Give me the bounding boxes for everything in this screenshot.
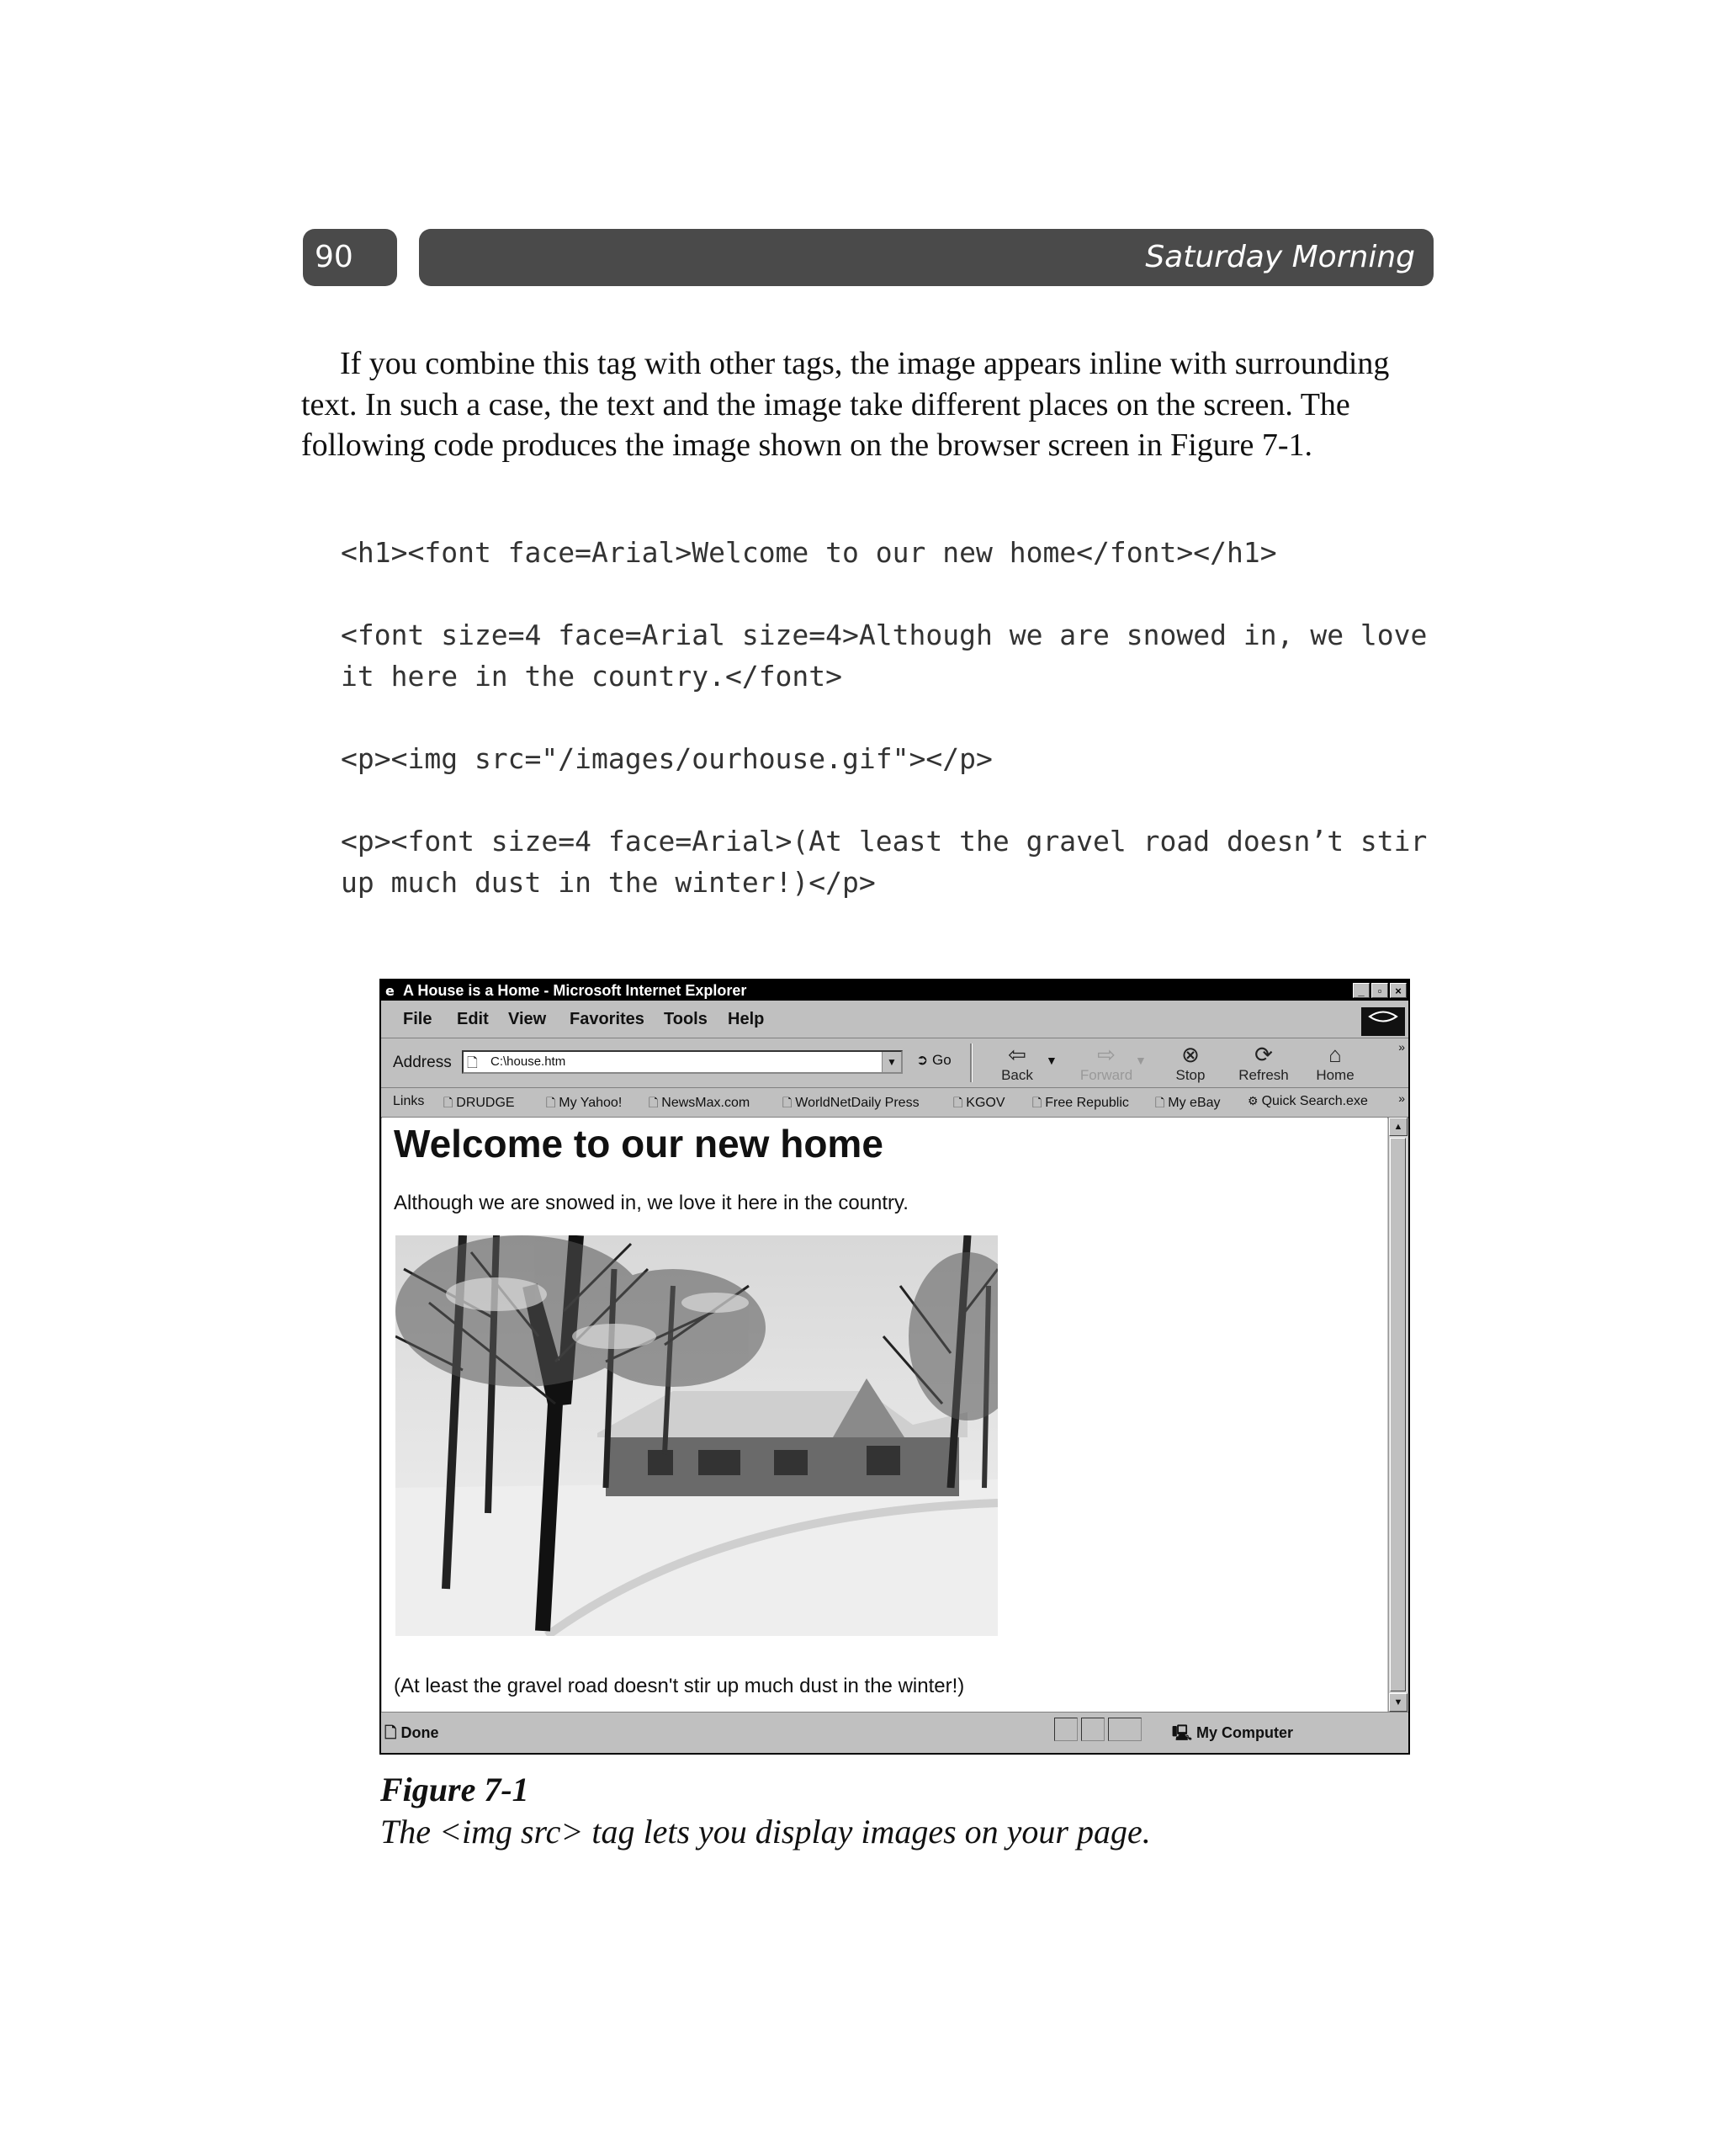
link-newsmax[interactable]: 🗋 NewsMax.com — [649, 1096, 750, 1110]
code-line-h1: <h1><font face=Arial>Welcome to our new home</font></h1> — [341, 536, 1277, 569]
refresh-button[interactable] — [1237, 1042, 1291, 1084]
go-arrow-icon: ➲ — [916, 1052, 929, 1068]
svg-text:e: e — [385, 983, 395, 998]
code-line-font-2: it here in the country.</font> — [341, 660, 843, 693]
go-label: Go — [931, 1052, 952, 1068]
link-page-icon: 🗋 — [443, 1096, 453, 1109]
scroll-thumb[interactable] — [1390, 1138, 1406, 1691]
figure-caption: The <img src> tag lets you display images on your page. — [380, 1813, 1151, 1851]
code-line-font-1: <font size=4 face=Arial size=4>Although we are snowed in, we love — [341, 619, 1428, 651]
code-line-p-1: <p><font size=4 face=Arial>(At least the gravel road doesn’t stir — [341, 825, 1428, 858]
link-page-icon: 🗋 — [782, 1096, 793, 1109]
window-title: A House is a Home - Microsoft Internet Explorer — [403, 982, 747, 999]
ie-icon — [384, 983, 399, 998]
menu-favorites[interactable]: Favorites — [570, 1010, 644, 1028]
browser-window — [379, 979, 1410, 1755]
toolbar-separator — [970, 1043, 973, 1082]
address-toolbar — [381, 1038, 1408, 1088]
menu-tools[interactable]: Tools — [664, 1010, 708, 1028]
link-kgov[interactable]: 🗋 KGOV — [953, 1096, 1005, 1110]
title-bar — [381, 980, 1408, 1001]
address-value: C:\house.htm — [490, 1054, 566, 1069]
computer-icon: 🖳 — [1172, 1724, 1193, 1741]
stop-button[interactable] — [1164, 1042, 1217, 1084]
forward-dropdown-icon[interactable]: ▼ — [1135, 1054, 1147, 1067]
stop-label: Stop — [1175, 1067, 1206, 1083]
page-number: 90 — [303, 229, 397, 286]
minimize-button[interactable]: _ — [1353, 983, 1370, 998]
link-page-icon: 🗋 — [1155, 1096, 1165, 1109]
home-label: Home — [1316, 1067, 1355, 1083]
link-free-republic[interactable]: 🗋 Free Republic — [1032, 1096, 1129, 1110]
link-page-icon: 🗋 — [546, 1096, 556, 1109]
refresh-label: Refresh — [1238, 1067, 1289, 1083]
windows-logo-icon — [1361, 1007, 1405, 1036]
address-dropdown-button[interactable]: ▼ — [882, 1052, 901, 1072]
link-page-icon: 🗋 — [649, 1096, 659, 1109]
status-done: 🗋 Done — [384, 1724, 439, 1741]
body-paragraph — [301, 343, 1434, 466]
page-done-icon: 🗋 — [384, 1724, 397, 1741]
running-head: Saturday Morning — [419, 229, 1434, 286]
stop-icon: ⊗ — [1181, 1042, 1200, 1067]
page-content — [382, 1118, 1387, 1712]
page-heading: Welcome to our new home — [394, 1122, 883, 1166]
status-cell — [1054, 1718, 1078, 1741]
figure-number: Figure 7-1 — [380, 1771, 529, 1808]
back-button[interactable] — [990, 1042, 1044, 1084]
link-drudge[interactable]: 🗋 DRUDGE — [443, 1096, 515, 1110]
forward-arrow-icon: ⇨ — [1097, 1042, 1116, 1067]
forward-button[interactable] — [1079, 1042, 1133, 1084]
vertical-scrollbar[interactable] — [1388, 1118, 1408, 1712]
page-intro-text: Although we are snowed in, we love it here in the country. — [394, 1192, 909, 1214]
toolbar-overflow-icon[interactable]: » — [1398, 1040, 1405, 1054]
home-button[interactable] — [1308, 1042, 1362, 1084]
link-worldnetdaily[interactable]: 🗋 WorldNetDaily Press — [782, 1096, 920, 1110]
scroll-down-icon[interactable]: ▼ — [1389, 1693, 1408, 1712]
page-footer-text: (At least the gravel road doesn't stir up much dust in the winter!) — [394, 1675, 965, 1697]
house-photo — [395, 1235, 998, 1636]
address-input[interactable] — [462, 1050, 903, 1074]
menu-bar — [381, 1001, 1408, 1038]
menu-edit[interactable]: Edit — [457, 1010, 489, 1028]
link-quick-search[interactable]: ⚙ Quick Search.exe — [1248, 1094, 1368, 1108]
link-page-icon: 🗋 — [1032, 1096, 1042, 1109]
links-bar — [381, 1088, 1408, 1118]
link-my-yahoo[interactable]: 🗋 My Yahoo! — [546, 1096, 623, 1110]
links-label: Links — [393, 1094, 425, 1108]
link-my-ebay[interactable]: 🗋 My eBay — [1155, 1096, 1221, 1110]
status-cell — [1108, 1718, 1142, 1741]
address-label: Address — [393, 1054, 452, 1071]
back-arrow-icon: ⇦ — [1008, 1042, 1026, 1067]
back-dropdown-icon[interactable]: ▼ — [1046, 1054, 1058, 1067]
status-zone: 🖳 My Computer — [1172, 1724, 1294, 1741]
go-button[interactable] — [916, 1052, 952, 1069]
link-gear-icon: ⚙ — [1248, 1094, 1259, 1107]
menu-file[interactable]: File — [403, 1010, 432, 1028]
status-cell — [1081, 1718, 1105, 1741]
code-line-img: <p><img src="/images/ourhouse.gif"></p> — [341, 742, 993, 775]
status-bar — [381, 1712, 1408, 1753]
links-overflow-icon[interactable]: » — [1398, 1091, 1405, 1105]
code-line-p-2: up much dust in the winter!)</p> — [341, 866, 876, 899]
refresh-icon: ⟳ — [1254, 1042, 1273, 1067]
forward-label: Forward — [1079, 1067, 1133, 1083]
body-text: If you combine this tag with other tags, the image appears inline with surrounding text. In such a case, the text and the image take different places on the screen. The following code produces the image shown on the browser screen in Figure 7-1. — [301, 346, 1390, 463]
menu-view[interactable]: View — [508, 1010, 547, 1028]
menu-help[interactable]: Help — [728, 1010, 765, 1028]
link-page-icon: 🗋 — [953, 1096, 963, 1109]
back-label: Back — [1001, 1067, 1033, 1083]
scroll-up-icon[interactable]: ▲ — [1389, 1118, 1408, 1136]
restore-button[interactable]: ▫ — [1371, 983, 1388, 998]
page-icon: 🗋 — [467, 1056, 478, 1070]
close-button[interactable]: × — [1390, 983, 1407, 998]
home-icon: ⌂ — [1328, 1042, 1342, 1067]
